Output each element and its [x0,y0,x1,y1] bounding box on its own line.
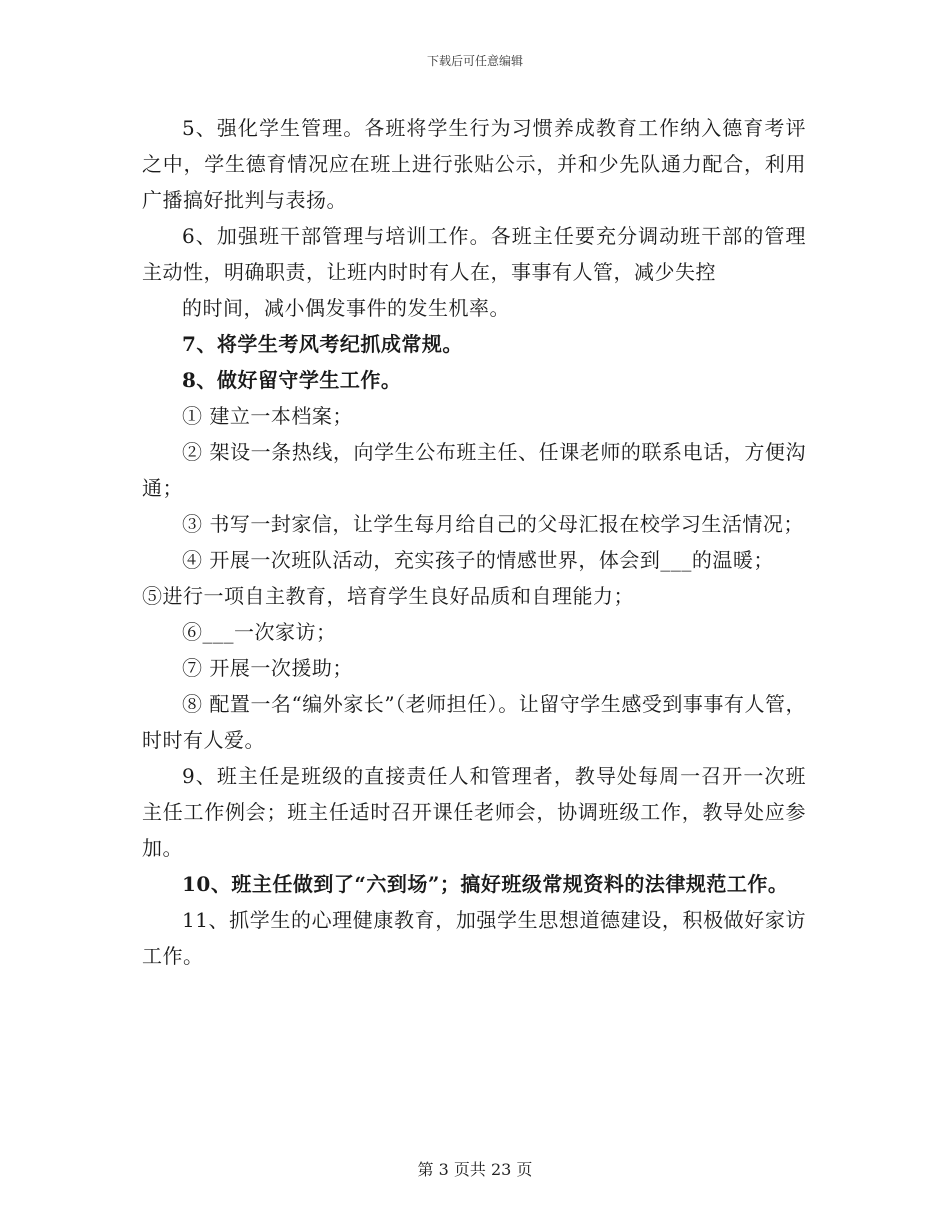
heading-10: 10、班主任做到了“六到场”；搞好班级常规资料的法律规范工作。 [182,872,789,896]
paragraph-6-cont: 的时间，减小偶发事件的发生机率。 [182,296,510,320]
paragraph-5: 5、强化学生管理。各班将学生行为习惯养成教育工作纳入德育考评之中，学生德育情况应在班上进行张贴公示，并和少先队通力配合，利用广播搞好批判与表扬。 [142,116,806,212]
heading-7: 7、将学生考风考纪抓成常规。 [182,332,463,356]
paragraph-9: 9、班主任是班级的直接责任人和管理者，教导处每周一召开一次班主任工作例会；班主任适时召开课任老师会，协调班级工作，教导处应参加。 [142,764,806,860]
paragraph-11: 11、抓学生的心理健康教育，加强学生思想道德建设，积极做好家访工作。 [142,908,806,968]
document-body [142,110,806,974]
list-item-2: ② 架设一条热线，向学生公布班主任、任课老师的联系电话，方便沟通； [142,440,806,500]
paragraph-6: 6、加强班干部管理与培训工作。各班主任要充分调动班干部的管理主动性，明确职责，让班内时时有人在，事事有人管，减少失控 [142,224,806,284]
page-footer: 第 3 页共 23 页 [417,1160,533,1179]
list-item-4: ④ 开展一次班队活动，充实孩子的情感世界，体会到___的温暖； [182,548,774,572]
list-item-6: ⑥___一次家访； [182,620,337,644]
list-item-7: ⑦ 开展一次援助； [182,656,353,680]
page-header: 下载后可任意编辑 [426,54,523,68]
list-item-8: ⑧ 配置一名“编外家长”（老师担任）。让留守学生感受到事事有人管，时时有人爱。 [142,692,806,752]
list-item-3: ③ 书写一封家信，让学生每月给自己的父母汇报在校学习生活情况； [182,512,804,536]
list-item-1: ① 建立一本档案； [182,404,353,428]
heading-8: 8、做好留守学生工作。 [182,368,402,392]
list-item-5: ⑤进行一项自主教育，培育学生良好品质和自理能力； [142,584,634,608]
